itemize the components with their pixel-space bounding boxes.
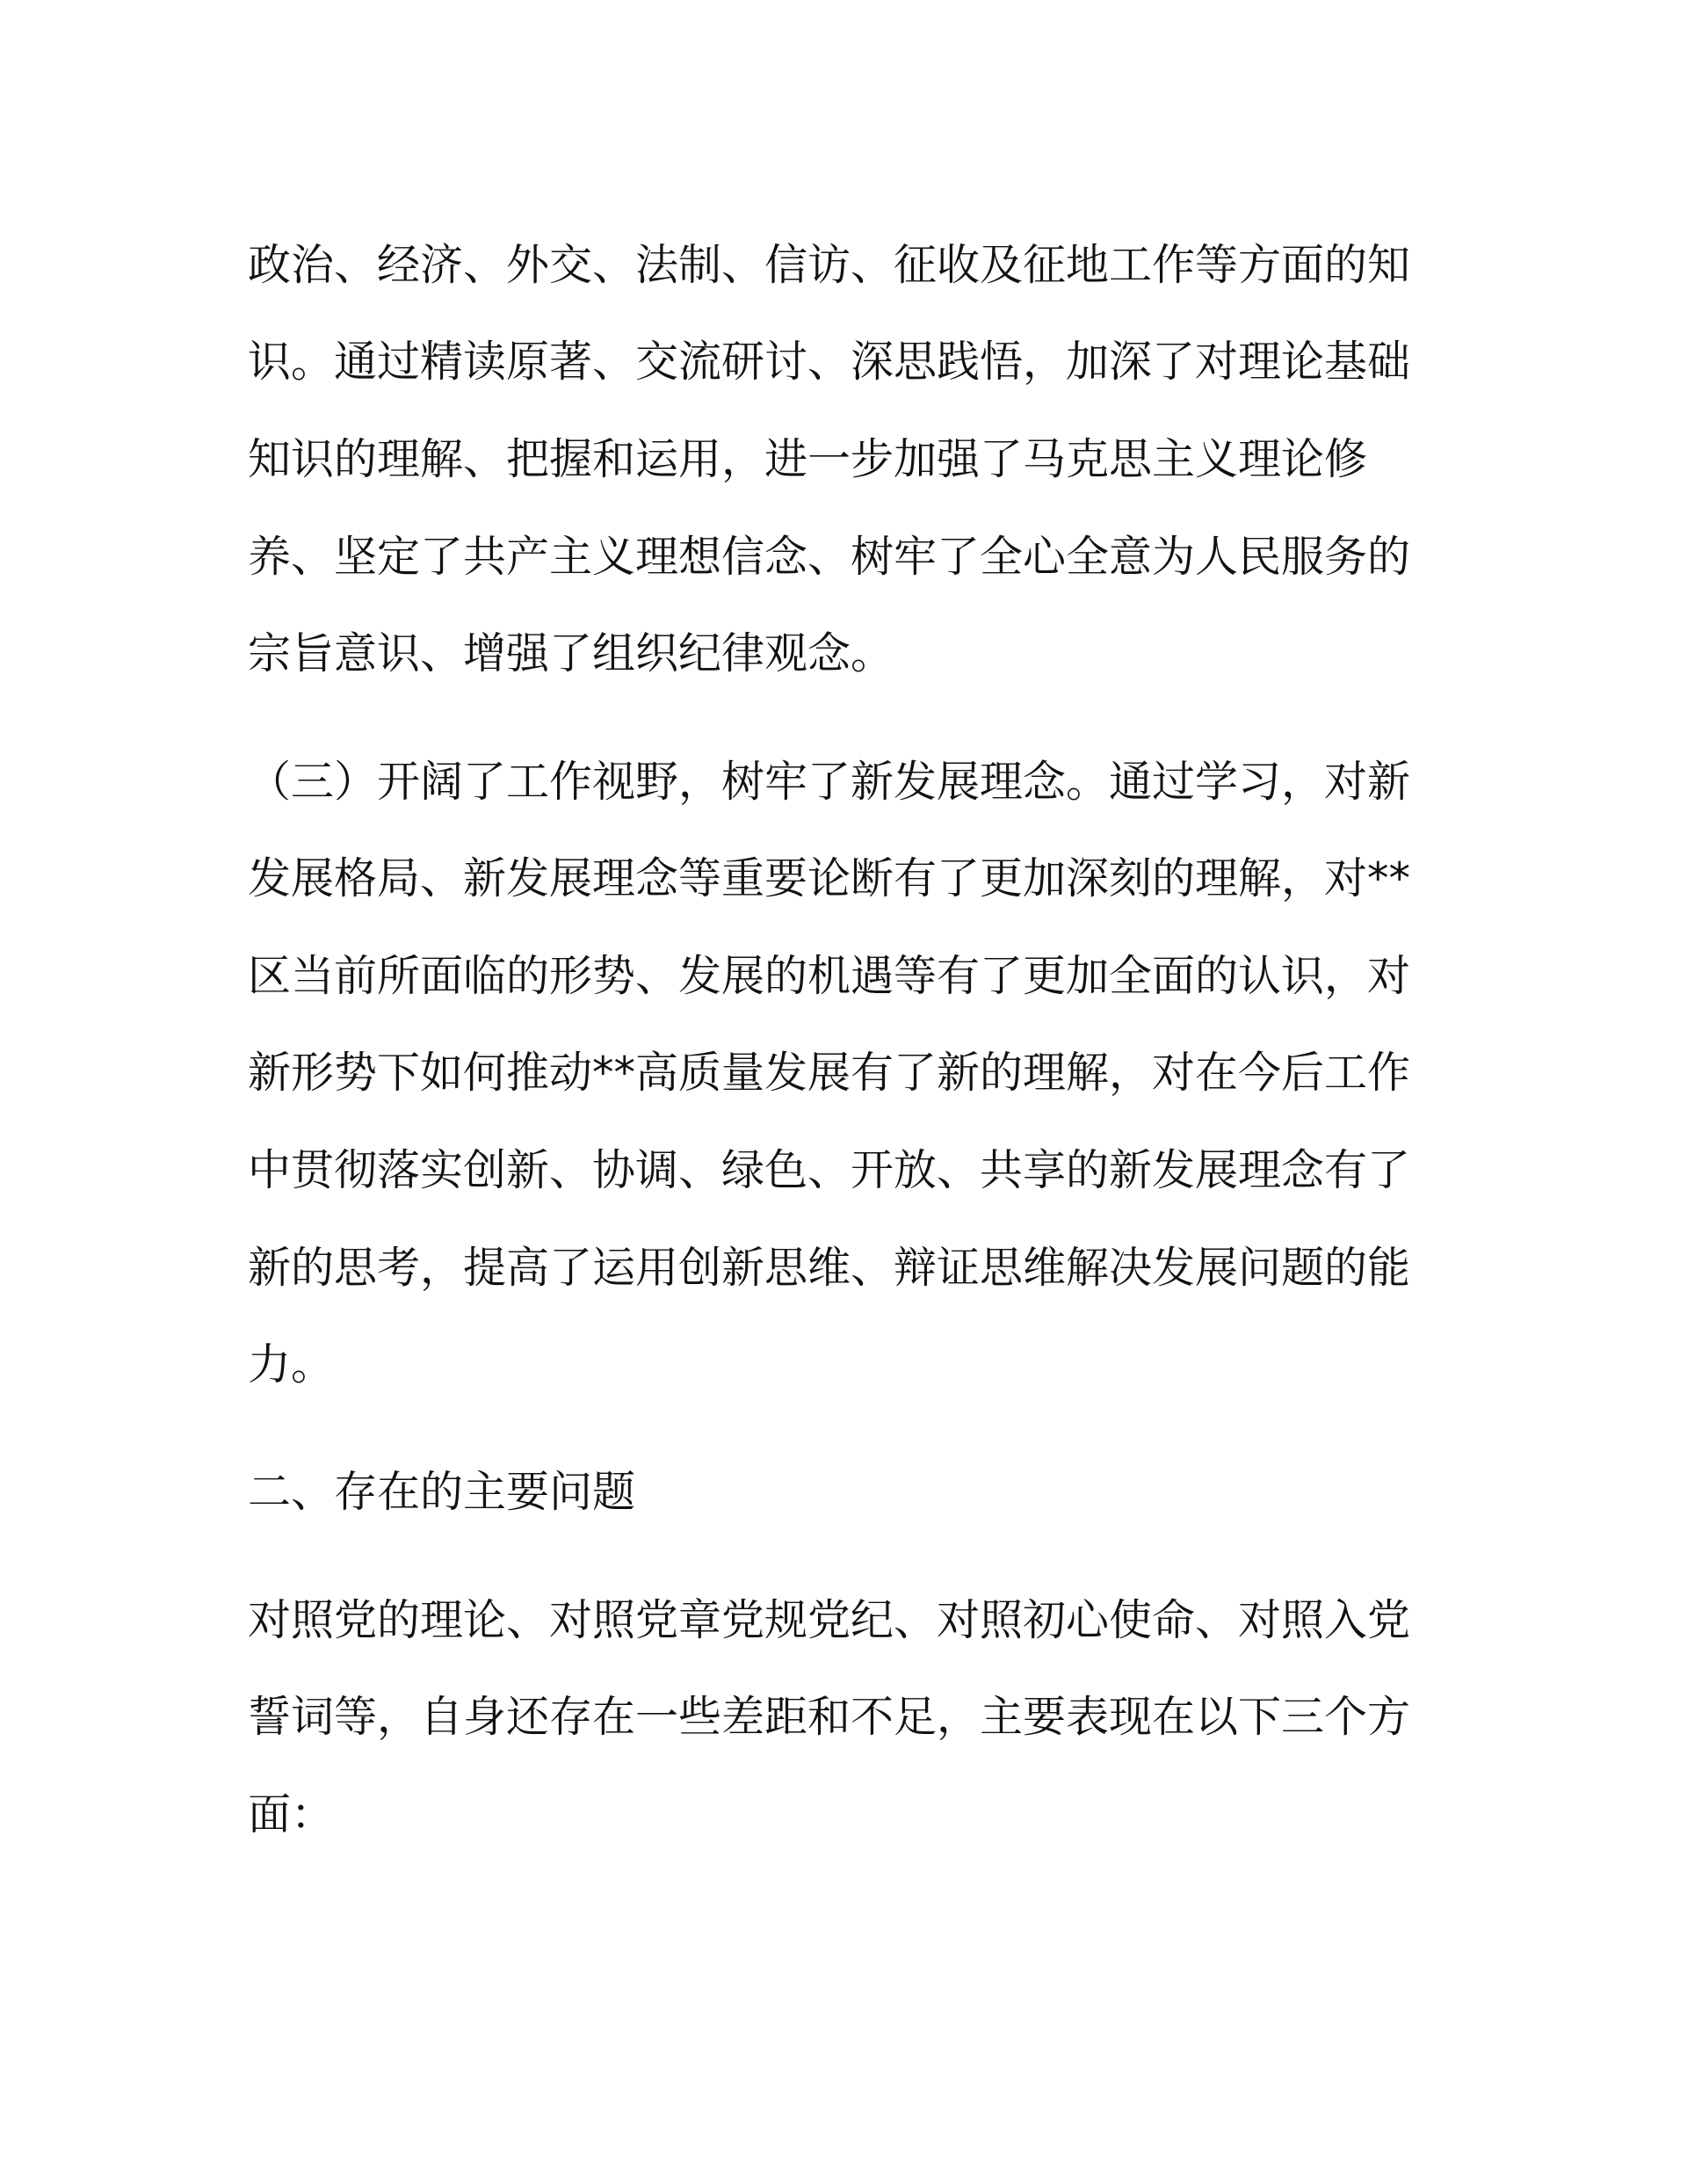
text-line: 对照党的理论、对照党章党规党纪、对照初心使命、对照入党: [248, 1595, 1411, 1645]
text-line: 誓词等，自身还存在一些差距和不足，主要表现在以下三个方: [248, 1692, 1411, 1742]
text-line: 宗旨意识、增强了组织纪律观念。: [248, 628, 894, 678]
text-line: 力。: [248, 1339, 335, 1389]
text-line: 面：: [248, 1789, 335, 1839]
text-line: 中贯彻落实创新、协调、绿色、开放、共享的新发展理念有了: [248, 1145, 1411, 1195]
section-heading: 二、存在的主要问题: [248, 1467, 636, 1517]
text-line: 政治、经济、外交、法制、信访、征收及征地工作等方面的知: [248, 240, 1411, 290]
text-line: （三）开阔了工作视野，树牢了新发展理念。通过学习，对新: [248, 757, 1411, 807]
text-line: 区当前所面临的形势、发展的机遇等有了更加全面的认识，对: [248, 951, 1411, 1001]
text-line: 识。通过精读原著、交流研讨、深思践悟，加深了对理论基础: [248, 337, 1411, 387]
text-line: 发展格局、新发展理念等重要论断有了更加深刻的理解，对**: [248, 853, 1411, 903]
text-line: 新的思考，提高了运用创新思维、辩证思维解决发展问题的能: [248, 1243, 1411, 1293]
text-line: 知识的理解、把握和运用，进一步加强了马克思主义理论修: [248, 434, 1368, 484]
text-line: 养、坚定了共产主义理想信念、树牢了全心全意为人民服务的: [248, 532, 1411, 582]
text-line: 新形势下如何推动**高质量发展有了新的理解，对在今后工作: [248, 1048, 1411, 1098]
